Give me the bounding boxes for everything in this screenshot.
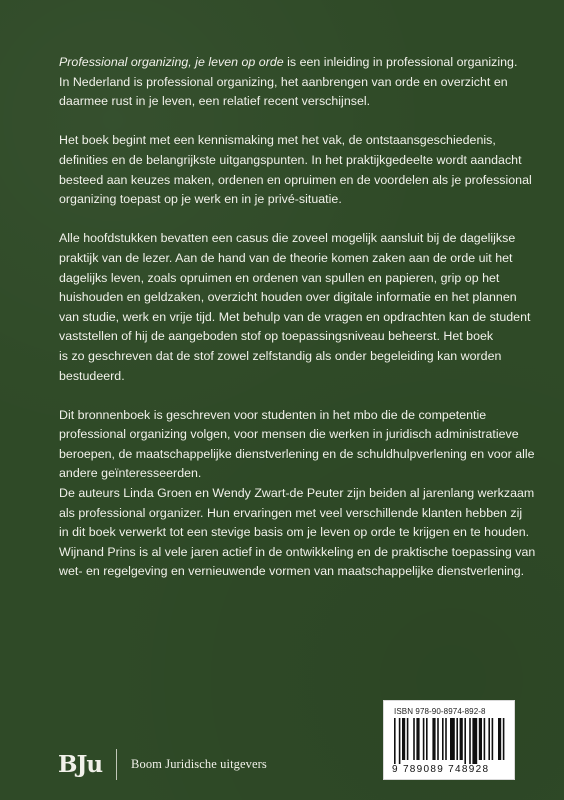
text-segment: Professional organizing, je leven op orde xyxy=(59,55,284,69)
publisher-logo: BJu xyxy=(58,750,103,778)
text-segment: als professional organizer. Hun ervaringen met veel verschillende klanten hebben zij xyxy=(59,505,523,520)
paragraph-3-line-5 xyxy=(59,308,531,328)
paragraph-1-line-1 xyxy=(59,53,527,73)
text-segment: In Nederland is professional organizing, het aanbrengen van orde en overzicht en xyxy=(59,74,508,89)
paragraph-2-line-4 xyxy=(59,190,527,210)
publisher-name: Boom Juridische uitgevers xyxy=(131,756,267,771)
text-segment: De auteurs Linda Groen en Wendy Zwart-de Peuter zijn beiden al jarenlang werkzaam xyxy=(59,486,535,501)
text-segment: Het boek begint met een kennismaking met het vak, de ontstaansgeschiedenis, xyxy=(59,133,496,148)
paragraph-4-line-7 xyxy=(59,523,530,543)
paragraph-4-line-9 xyxy=(59,562,527,582)
text-segment: Wijnand Prins is al vele jaren actief in de ontwikkeling en de praktische toepassing van xyxy=(59,544,536,559)
paragraph-3-line-2 xyxy=(59,249,527,269)
back-cover-text xyxy=(59,53,536,582)
paragraph-3-line-1 xyxy=(59,229,527,249)
text-segment: van studie, werk en vrije tijd. Met behulp van de vragen en opdrachten kan de student xyxy=(59,309,531,324)
paragraph-2-line-1 xyxy=(59,131,527,151)
isbn-barcode-block xyxy=(383,700,515,780)
paragraph-2-line-2 xyxy=(59,151,527,171)
text-segment: daarmee rust in je leven, een relatief recent verschijnsel. xyxy=(59,94,371,109)
text-segment: vaststellen of hij de aangeboden stof op toepassingsniveau beheerst. Het boek xyxy=(59,329,494,344)
paragraph-3-line-8 xyxy=(59,367,527,387)
paragraph-3-line-4 xyxy=(59,288,527,308)
paragraph-4-line-3 xyxy=(59,445,535,465)
publisher-mark xyxy=(58,744,267,784)
paragraph-1-line-3 xyxy=(59,92,527,112)
paragraph-4-line-6 xyxy=(59,504,527,524)
text-segment: organizing toepast op je werk en in je privé-situatie. xyxy=(59,192,342,207)
paragraph-4-line-2 xyxy=(59,425,527,445)
publisher-divider xyxy=(116,749,117,780)
paragraph-3-line-7 xyxy=(59,347,527,367)
paragraph-4-line-4 xyxy=(59,464,527,484)
text-segment: Dit bronnenboek is geschreven voor studenten in het mbo die de competentie xyxy=(59,407,487,422)
paragraph-4-line-5 xyxy=(59,484,535,504)
paragraph-4 xyxy=(59,406,536,582)
text-segment: dagelijks leven, zoals opruimen en ordenen van spullen en papieren, grip op het xyxy=(59,270,500,285)
text-segment: is zo geschreven dat de stof zowel zelfstandig als onder begeleiding kan worden xyxy=(59,348,502,363)
text-segment: wet- en regelgeving en vernieuwende vormen van maatschappelijke dienstverlening. xyxy=(59,564,525,579)
paragraph-2 xyxy=(59,131,532,209)
text-segment: besteed aan keuzes maken, ordenen en opruimen en de voordelen als je professional xyxy=(59,172,532,187)
text-segment: Alle hoofdstukken bevatten een casus die zoveel mogelijk aansluit bij de dagelijkse xyxy=(59,231,516,246)
paragraph-1 xyxy=(59,53,527,112)
text-segment: praktijk van de lezer. Aan de hand van de theorie komen zaken aan de orde uit het xyxy=(59,250,513,265)
text-segment: andere geïnteresseerden. xyxy=(59,466,202,481)
barcode-number: 9 789089 748928 xyxy=(392,764,490,775)
text-segment: is een inleiding in professional organizing. xyxy=(283,55,518,69)
text-segment: bestudeerd. xyxy=(59,368,125,383)
text-segment: in dit boek verwerkt tot een stevige basis om je leven op orde te krijgen en te houden. xyxy=(59,525,530,540)
paragraph-4-line-1 xyxy=(59,406,527,426)
text-segment: professional organizing volgen, voor mensen die werken in juridisch administratieve xyxy=(59,427,519,442)
barcode-icon xyxy=(394,718,506,764)
paragraph-3-line-6 xyxy=(59,327,527,347)
paragraph-3 xyxy=(59,229,531,386)
paragraph-1-line-2 xyxy=(59,73,527,93)
paragraph-3-line-3 xyxy=(59,269,527,289)
text-segment: definities en de belangrijkste uitgangspunten. In het praktijkgedeelte wordt aandacht xyxy=(59,152,522,167)
isbn-label: ISBN 978-90-8974-892-8 xyxy=(394,707,486,716)
text-segment: huishouden en geldzaken, overzicht houden over digitale informatie en het plannen xyxy=(59,290,517,305)
paragraph-4-line-8 xyxy=(59,543,536,563)
text-segment: beroepen, de maatschappelijke dienstverlening en de schuldhulpverlening en voor alle xyxy=(59,446,535,461)
paragraph-2-line-3 xyxy=(59,171,532,191)
